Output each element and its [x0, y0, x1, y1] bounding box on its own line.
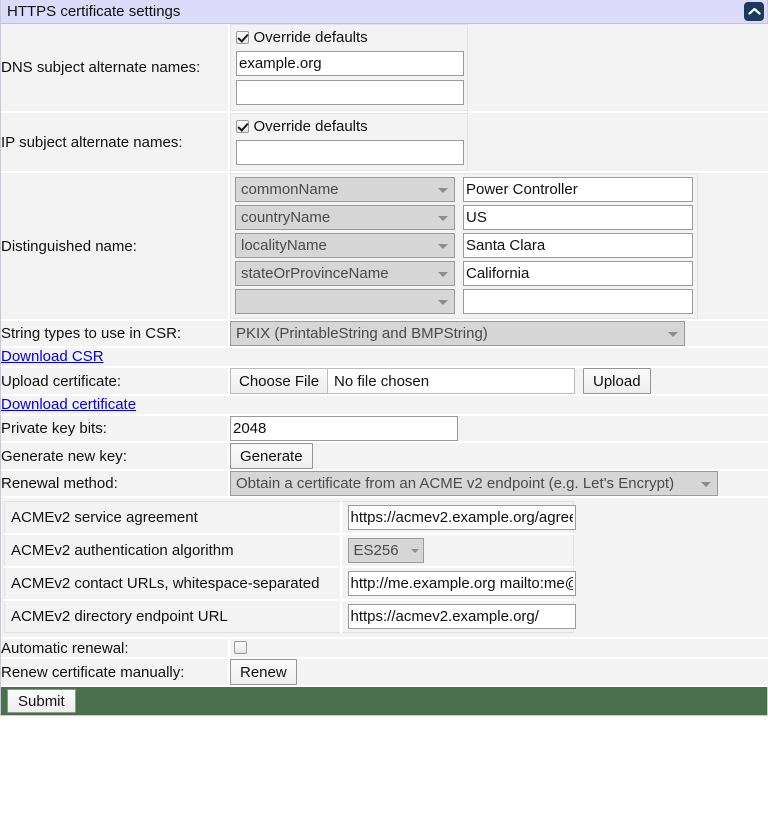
dn-field-select-5[interactable]: [235, 289, 455, 314]
dn-field-select-wrap-1: [235, 177, 455, 202]
acme-service-agreement-label: ACMEv2 service agreement: [5, 502, 341, 535]
table-row: [1, 172, 768, 320]
renew-manually-cell: [229, 658, 768, 686]
submit-button[interactable]: Submit: [7, 689, 76, 713]
private-key-bits-input[interactable]: [230, 416, 458, 441]
acme-auth-algorithm-label: ACMEv2 authentication algorithm: [5, 534, 341, 567]
generate-button[interactable]: Generate: [230, 443, 313, 469]
acme-auth-algorithm-select[interactable]: [348, 538, 424, 563]
chevron-up-icon[interactable]: [744, 2, 764, 21]
distinguished-name-cell: [229, 172, 768, 320]
renew-manually-label: Renew certificate manually:: [1, 658, 229, 686]
table-row: [1, 24, 768, 112]
renewal-method-select[interactable]: [230, 471, 718, 496]
acme-contact-urls-cell: [341, 567, 574, 600]
string-types-cell: [229, 320, 768, 347]
dn-entry-row: [235, 261, 693, 286]
dn-entry-row: [235, 205, 693, 230]
dn-value-input-2[interactable]: [463, 205, 693, 230]
string-types-label: String types to use in CSR:: [1, 320, 229, 347]
dn-entry-row: [235, 233, 693, 258]
ip-alt-names-label: IP subject alternate names:: [1, 112, 229, 172]
dn-field-select-wrap-3: [235, 233, 455, 258]
generate-new-key-label: Generate new key:: [1, 442, 229, 470]
file-upload-row: [230, 368, 768, 394]
dn-value-input-3[interactable]: [463, 233, 693, 258]
string-types-select-wrap: [230, 321, 685, 346]
private-key-bits-cell: [229, 415, 768, 442]
distinguished-name-group: [230, 173, 698, 319]
settings-table: [1, 24, 768, 687]
dns-alt-names-group: [230, 24, 468, 111]
renewal-method-select-wrap: [230, 471, 718, 496]
dn-value-input-4[interactable]: [463, 261, 693, 286]
acme-directory-url-label: ACMEv2 directory endpoint URL: [5, 600, 341, 633]
download-certificate-link[interactable]: Download certificate: [1, 396, 137, 413]
table-row: [1, 367, 768, 395]
ip-override-row: [236, 118, 462, 136]
table-row: [1, 497, 768, 638]
submit-bar: [1, 687, 767, 715]
automatic-renewal-label: Automatic renewal:: [1, 638, 229, 658]
certificate-file-input[interactable]: [230, 368, 575, 394]
acme-settings-table: [4, 501, 574, 633]
dns-alt-names-label: DNS subject alternate names:: [1, 24, 229, 112]
dn-field-select-wrap-2: [235, 205, 455, 230]
renewal-method-cell: [229, 470, 768, 497]
acme-auth-algorithm-select-wrap: [348, 538, 424, 563]
dns-override-row: [236, 29, 462, 47]
dn-field-select-1[interactable]: [235, 177, 455, 202]
table-row: [5, 567, 574, 600]
dns-alt-names-cell: [229, 24, 768, 112]
dns-override-label: Override defaults: [253, 29, 368, 46]
dn-field-select-wrap-4: [235, 261, 455, 286]
upload-certificate-label: Upload certificate:: [1, 367, 229, 395]
acme-directory-url-input[interactable]: [348, 604, 576, 629]
acme-auth-algorithm-cell: [341, 534, 574, 567]
automatic-renewal-checkbox[interactable]: [234, 641, 247, 654]
generate-new-key-cell: [229, 442, 768, 470]
dn-entry-row: [235, 289, 693, 314]
table-row: [5, 600, 574, 633]
dn-field-select-3[interactable]: [235, 233, 455, 258]
table-row: [5, 502, 574, 535]
table-row: [1, 470, 768, 497]
ip-override-checkbox[interactable]: [236, 120, 249, 133]
dn-value-input-5[interactable]: [463, 289, 693, 314]
upload-certificate-cell: [229, 367, 768, 395]
renewal-method-label: Renewal method:: [1, 470, 229, 497]
ip-alt-names-cell: [229, 112, 768, 172]
table-row: [1, 442, 768, 470]
acme-service-agreement-input[interactable]: [348, 505, 576, 530]
dn-field-select-4[interactable]: [235, 261, 455, 286]
distinguished-name-label: Distinguished name:: [1, 172, 229, 320]
table-row: [1, 395, 768, 415]
acme-directory-url-cell: [341, 600, 574, 633]
choose-file-button[interactable]: Choose File: [231, 369, 328, 393]
renew-button[interactable]: Renew: [230, 659, 297, 685]
panel-header: [1, 0, 767, 24]
ip-override-label: Override defaults: [253, 118, 368, 135]
automatic-renewal-cell: [229, 638, 768, 658]
acme-service-agreement-cell: [341, 502, 574, 535]
acme-contact-urls-label: ACMEv2 contact URLs, whitespace-separated: [5, 567, 341, 600]
download-certificate-cell: [1, 395, 768, 415]
table-row: [1, 112, 768, 172]
ip-alt-names-group: [230, 113, 468, 171]
dn-entry-row: [235, 177, 693, 202]
ip-alt-name-input-1[interactable]: [236, 140, 464, 165]
chosen-file-name: No file chosen: [334, 372, 430, 390]
private-key-bits-label: Private key bits:: [1, 415, 229, 442]
acme-settings-cell: [1, 497, 768, 638]
acme-contact-urls-input[interactable]: [348, 571, 576, 596]
dn-field-select-wrap-5: [235, 289, 455, 314]
dn-value-input-1[interactable]: [463, 177, 693, 202]
upload-button[interactable]: Upload: [583, 368, 651, 394]
dn-field-select-2[interactable]: [235, 205, 455, 230]
dns-alt-name-input-1[interactable]: [236, 51, 464, 76]
table-row: [5, 534, 574, 567]
table-row: [1, 320, 768, 347]
dns-override-checkbox[interactable]: [236, 31, 249, 44]
table-row: [1, 415, 768, 442]
download-csr-link[interactable]: Download CSR: [1, 348, 104, 365]
page-title: HTTPS certificate settings: [7, 3, 181, 20]
table-row: [1, 347, 768, 367]
download-csr-cell: [1, 347, 768, 367]
table-row: [1, 658, 768, 686]
dns-alt-name-input-2[interactable]: [236, 80, 464, 105]
string-types-select[interactable]: [230, 321, 685, 346]
table-row: [1, 638, 768, 658]
